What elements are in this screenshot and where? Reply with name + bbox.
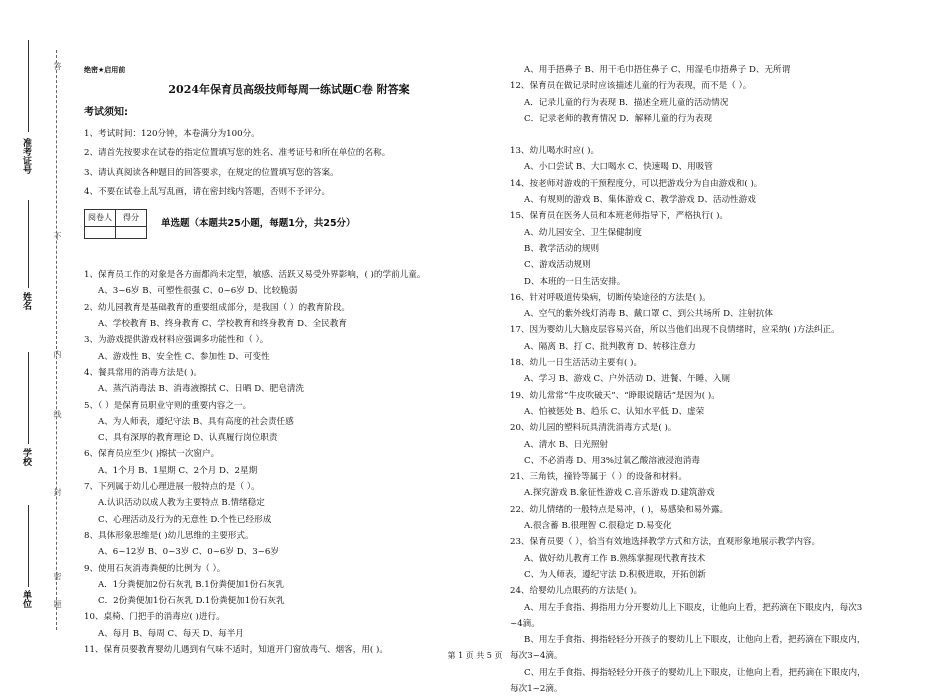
question-text: 11、保育员要教育婴幼儿遇到有气味不适时，知道开门窗放毒气、烟客，用( )。 (84, 645, 388, 656)
question-option: C、用左手食指、拇指轻轻分开孩子的婴幼儿上下眼皮，让他向上看，把药滴在下眼皮内， (524, 667, 866, 678)
page-title: 2024年保育员高级技师每周一练试题C卷 附答案 (168, 83, 410, 97)
question-text: 7、下列属于幼儿心理进展一般特点的是（ ）。 (84, 482, 260, 493)
question-option: C、不必消毒 D、用3%过氧乙酸溶液浸泡消毒 (524, 455, 700, 466)
section-title: 单选题（本题共25小题，每题1分，共25分） (161, 217, 356, 229)
school-field[interactable] (28, 352, 29, 444)
question-text: 22、幼儿情绪的一般特点是易冲，( )，易感染和易外露。 (510, 504, 729, 515)
question-list (510, 62, 920, 697)
score-box (84, 209, 147, 239)
question-option: A、1个月 B、1星期 C、2个月 D、2星期 (98, 465, 258, 476)
seal-mark: 线 (53, 410, 62, 418)
exam-number-field[interactable] (28, 40, 29, 132)
name-field[interactable] (28, 200, 29, 288)
question-option: D、本班的一日生活安排。 (524, 276, 626, 287)
seal-mark: 不 (53, 232, 62, 240)
question-option: C．记录老师的教育情况 D．解释儿童的行为表现 (524, 113, 713, 124)
exam-notice (84, 105, 494, 203)
question-option: A.认识活动以成人教为主要特点 B.情绪稳定 (98, 498, 265, 509)
question-option: A、用手捂鼻子 B、用干毛巾捂住鼻子 C、用湿毛巾捂鼻子 D、无所谓 (524, 65, 791, 75)
unit-field[interactable] (28, 505, 29, 587)
question-text: 18、幼儿一日生活活动主要有( )。 (510, 358, 643, 369)
label-name: 姓名 (21, 292, 31, 310)
question-option: A、做好幼儿教育工作 B.熟练掌握现代教育技术 (524, 553, 706, 564)
question-option: A、幼儿园安全、卫生保健制度 (524, 227, 642, 238)
question-text: 24、给婴幼儿点眼药的方法是( )。 (510, 586, 643, 597)
notice-item: 4、不要在试卷上乱写乱画，请在密封线内答题，否则不予评分。 (84, 187, 331, 198)
question-option: C、为人师表，遵纪守法 D.积极进取，开拓创新 (524, 569, 706, 580)
seal-mark: 密 (53, 572, 62, 580)
question-list (84, 267, 494, 658)
question-text: 20、幼儿园的塑料玩具清洗消毒方式是( )。 (510, 423, 677, 434)
question-text: 2、幼儿园教育是基础教育的重要组成部分，是我国（ ）的教育阶段。 (84, 302, 351, 313)
notice-item: 2、请首先按要求在试卷的指定位置填写您的姓名、准考证号和所在单位的名称。 (84, 148, 391, 159)
question-option: A、空气的紫外线灯消毒 B、戴口罩 C、到公共场所 D、注射抗体 (524, 309, 774, 320)
question-option: C、心理活动及行为的无意性 D.个性已经形成 (98, 514, 272, 525)
question-option: A、蒸汽消毒法 B、消毒液擦拭 C、日晒 D、肥皂清洗 (98, 384, 305, 395)
question-text: 1、保育员工作的对象是各方面都尚未定型，敏感、活跃又易受外界影响，( )的学前儿童。 (84, 270, 426, 281)
binding-margin (0, 0, 70, 671)
notice-item: 3、请认真阅读各种题目的回答要求，在规定的位置填写您的答案。 (84, 167, 339, 178)
question-text: 13、幼儿喝水时应( )。 (510, 146, 600, 157)
question-option: A.很含蓄 B.很理智 C.很稳定 D.易变化 (524, 521, 672, 532)
question-option: A、学校教育 B、终身教育 C、学校教育和终身教育 D、全民教育 (98, 319, 348, 330)
grader-cell[interactable] (85, 227, 116, 239)
label-unit: 单位 (21, 590, 31, 608)
question-option: A、6~12岁 B、0~3岁 C、0~6岁 D、3~6岁 (98, 547, 279, 558)
question-option: A、3~6岁 B、可塑性很强 C、0~6岁 D、比较脆弱 (98, 286, 298, 297)
question-text: 9、使用石灰消毒粪便的比例为（ ）。 (84, 563, 226, 574)
question-option: A．记录儿童的行为表现 B．描述全班儿童的活动情况 (524, 97, 729, 108)
label-school: 学校 (21, 448, 31, 466)
question-text: 17、因为婴幼儿大脑皮层容易兴奋，所以当他们出现不良情绪时，应采纳( )方法纠正。 (510, 325, 840, 336)
question-text: 3、为游戏提供游戏材料应强调多功能性和（ ）。 (84, 335, 269, 346)
question-option: C、游戏活动规则 (524, 260, 591, 271)
question-text: 10、桌椅、门把手的消毒应( )进行。 (84, 612, 225, 623)
question-option: A.探究游戏 B.象征性游戏 C.音乐游戏 D.建筑游戏 (524, 488, 715, 499)
question-option: A．1分粪便加2份石灰乳 B.1份粪便加1份石灰乳 (98, 579, 284, 590)
right-column (510, 62, 920, 697)
question-option: A、为人师表，遵纪守法 B、具有高度的社会责任感 (98, 416, 294, 427)
notice-heading: 考试须知: (84, 106, 128, 118)
notice-item: 1、考试时间：120分钟，本卷满分为100分。 (84, 128, 260, 139)
question-text: 6、保育员应至少( )擦拭一次窗户。 (84, 449, 220, 460)
question-text: 4、餐具常用的消毒方法是( )。 (84, 367, 203, 378)
question-text: 12、保育员在做记录时应该描述儿童的行为表现，而不是（ ）。 (510, 81, 752, 92)
question-option: A、学习 B、游戏 C、户外活动 D、进餐、午睡、入厕 (524, 374, 731, 385)
seal-mark: 内 (53, 350, 62, 358)
question-option: 每次3~4滴。 (510, 651, 563, 662)
question-text: 19、幼儿常常“牛皮吹破天”、“睁眼说瞎话”是因为( )。 (510, 390, 720, 401)
score-box-grader-label: 阅卷人 (85, 209, 116, 226)
secret-label: 绝密★启用前 (84, 66, 126, 74)
question-option: A、每月 B、每周 C、每天 D、每半月 (98, 628, 244, 639)
question-option: A、小口尝试 B、大口喝水 C、快速喝 D、用吸管 (524, 162, 713, 173)
question-option: 每次1~2滴。 (510, 683, 563, 694)
question-option: ~4滴。 (510, 618, 540, 629)
seal-mark: 题 (53, 600, 62, 608)
question-text: 23、保育员要（ ），恰当有效地选择教学方式和方法，直观形象地展示教学内容。 (510, 537, 821, 548)
seal-line (56, 50, 57, 630)
question-option: C、具有深厚的教育理论 D、认真履行岗位职责 (98, 433, 278, 444)
label-exam-number: 准考证号 (21, 138, 31, 174)
question-option: A、游戏性 B、安全性 C、参加性 D、可变性 (98, 351, 270, 362)
page-footer: 第 1 页 共 5 页 (447, 651, 503, 660)
question-option: A、用左手食指、拇指用力分开婴幼儿上下眼皮，让他向上看，把药滴在下眼皮内，每次3 (524, 602, 863, 613)
question-option: A、怕被惩处 B、趋乐 C、认知水平低 D、虚荣 (524, 406, 705, 417)
seal-mark: 答 (53, 62, 62, 70)
blank-line (510, 127, 920, 143)
question-text: 5、（ ）是保育员职业守则的重要内容之一。 (84, 400, 252, 411)
question-option: C．2份粪便加1份石灰乳 D.1份粪便加1份石灰乳 (98, 596, 285, 607)
question-text: 14、按老师对游戏的干预程度分，可以把游戏分为自由游戏和( )。 (510, 178, 763, 189)
score-box-score-label: 得分 (116, 209, 147, 226)
question-option: A、清水 B、日光照射 (524, 439, 609, 450)
question-text: 8、具体形象思维是( )幼儿思维的主要形式。 (84, 530, 254, 541)
score-row (84, 209, 494, 239)
question-text: 21、三角铁，撞铃等属于（ ）的设备和材料。 (510, 472, 687, 483)
left-column (84, 62, 494, 658)
question-option: B、用左手食指、拇指轻轻分开孩子的婴幼儿上下眼皮，让他向上看，把药滴在下眼皮内， (524, 635, 866, 646)
question-option: B、教学活动的规则 (524, 243, 600, 254)
score-cell[interactable] (116, 227, 147, 239)
question-option: A、有规则的游戏 B、集体游戏 C、教学游戏 D、活动性游戏 (524, 195, 756, 206)
seal-mark: 封 (53, 488, 62, 496)
question-text: 15、保育员在医务人员和本班老师指导下，严格执行( )。 (510, 211, 729, 222)
question-text: 16、针对呼吸道传染病，切断传染途径的方法是( )。 (510, 292, 711, 303)
question-option: A、隔离 B、打 C、批判教育 D、转移注意力 (524, 341, 696, 352)
